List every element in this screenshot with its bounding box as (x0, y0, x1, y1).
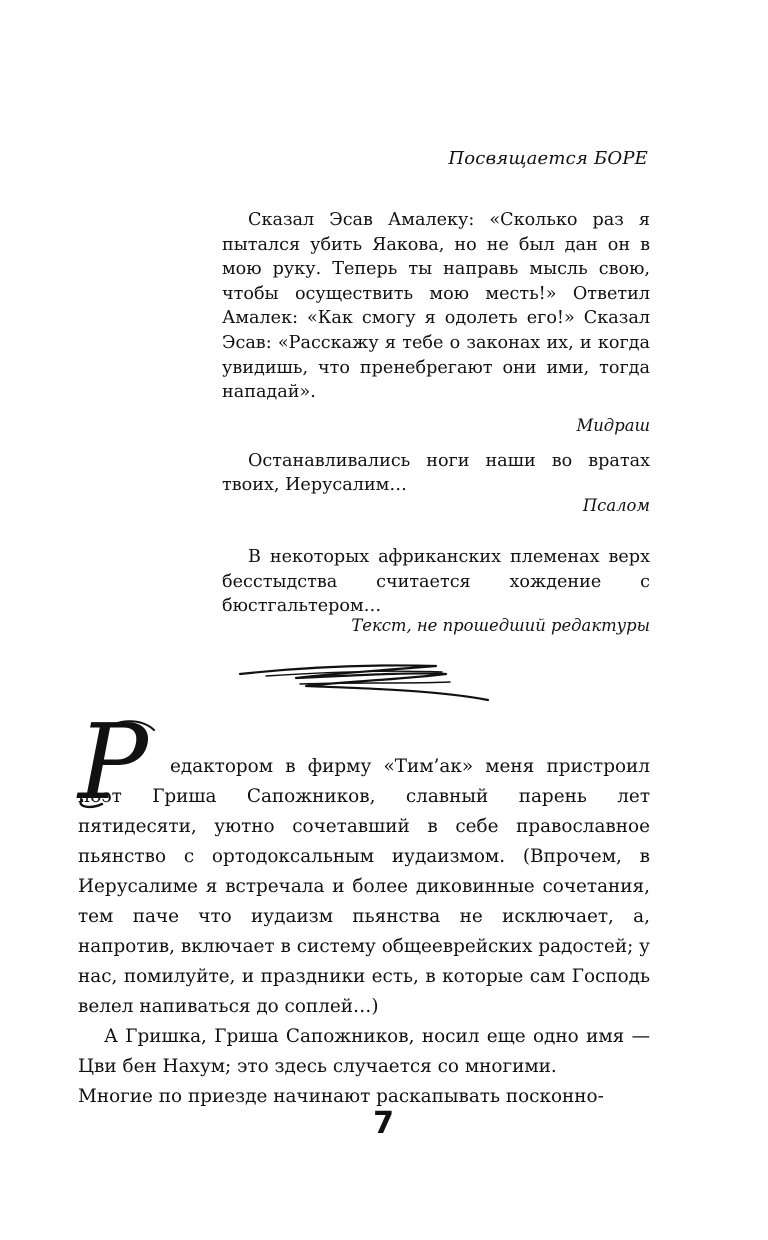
paragraph-2: А Гришка, Гриша Сапожников, носил еще одно имя — Цви бен Нахум; это здесь случается со многими. (78, 1026, 650, 1077)
page-number: 7 (373, 1106, 395, 1141)
epigraph-midrash-source: Мидраш (576, 415, 650, 435)
decorative-flourish-icon (236, 660, 496, 706)
epigraph-psalm-source: Псалом (582, 495, 650, 515)
epigraph-unedited-text: В некоторых африканских племенах верх бесстыдства считается хождение с бюстгальтером… (222, 546, 650, 617)
main-text (78, 752, 650, 1112)
epigraph-psalm-text: Останавливались ноги наши во вратах твоих, Иерусалим… (222, 450, 650, 496)
drop-cap-letter: Р (78, 712, 148, 812)
epigraph-unedited-source: Текст, не прошедший редактуры (351, 615, 650, 635)
epigraphs-block (222, 208, 650, 637)
epigraph-midrash-text: Сказал Эсав Амалеку: «Сколько раз я пытался убить Яакова, но не был дан он в мою руку. Теперь ты направь мысль свою, чтобы осуществить мою месть!» Ответил Амалек: «Как смогу я одолеть его!» Сказал Эсав: «Расскажу я тебе о законах их, и когда увидишь, что пренебрегают они ими, тогда нападай». (222, 210, 650, 403)
paragraph-1: едактором в фирму «Тим’ак» меня пристроил поэт Гриша Сапожников, славный парень лет пятидесяти, уютно сочетавший в себе православное пьянство с ортодоксальным иудаизмом. (Впрочем, в Иерусалиме я встречала и более диковинные сочетания, тем паче что иудаизм пьянства не исключает, а, напротив, включает в систему общееврейских радостей; у нас, помилуйте, и праздники есть, в которые сам Господь велел напиваться до соплей…) (78, 756, 650, 1017)
paragraph-3: Многие по приезде начинают раскапывать посконно- (78, 1086, 604, 1107)
dedication: Посвящается БОРЕ (448, 148, 648, 169)
